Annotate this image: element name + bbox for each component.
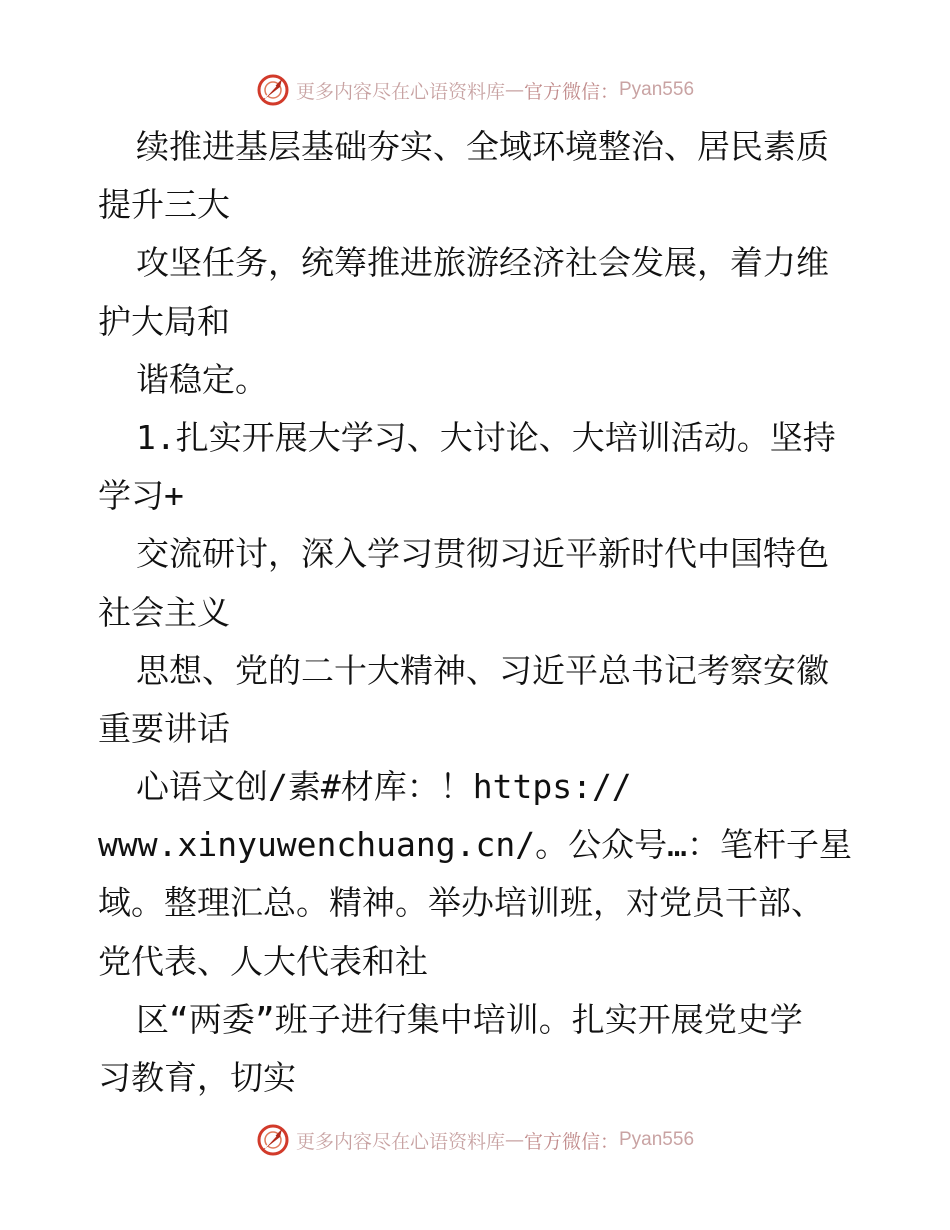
document-line: 学习+ xyxy=(98,476,184,516)
banner-wechat-label: 官方微信： xyxy=(523,1130,619,1153)
document-line: 域。整理汇总。精神。举办培训班，对党员干部、 xyxy=(98,883,824,923)
document-line: 1.扎实开展大学习、大讨论、大培训活动。坚持 xyxy=(136,417,836,457)
banner-wechat-id: Pyan556 xyxy=(619,79,695,100)
document-line: 交流研讨，深入学习贯彻习近平新时代中国特色 xyxy=(136,534,829,574)
document-line: 护大局和 xyxy=(98,301,230,341)
footer-banner xyxy=(0,1120,950,1160)
banner-dash: — xyxy=(504,79,524,101)
quill-pen-logo-icon xyxy=(256,73,290,107)
document-line: 攻坚任务，统筹推进旅游经济社会发展，着力维 xyxy=(136,243,829,283)
banner-wechat-id: Pyan556 xyxy=(619,1129,695,1150)
document-line: 重要讲话 xyxy=(98,708,230,748)
document-line: 习教育，切实 xyxy=(98,1058,296,1097)
document-line: 社会主义 xyxy=(98,592,230,632)
document-line: 心语文创/素#材库：！https:// xyxy=(136,767,632,807)
header-banner xyxy=(0,70,950,110)
document-body xyxy=(98,118,858,1107)
document-line: 区“两委”班子进行集中培训。扎实开展党史学 xyxy=(136,999,803,1039)
document-line: www.xinyuwenchuang.cn/。公众号…：笔杆子星 xyxy=(98,825,852,865)
banner-dash: — xyxy=(504,1129,524,1151)
banner-wechat-label: 官方微信： xyxy=(523,80,619,103)
banner-brand-text: 更多内容尽在心语资料库 xyxy=(295,80,505,103)
banner-brand-text: 更多内容尽在心语资料库 xyxy=(295,1130,505,1153)
document-line: 谐稳定。 xyxy=(136,359,268,399)
document-line: 思想、党的二十大精神、习近平总书记考察安徽 xyxy=(136,650,829,690)
document-line: 提升三大 xyxy=(98,185,230,225)
document-line: 党代表、人大代表和社 xyxy=(98,941,428,981)
document-line: 续推进基层基础夯实、全域环境整治、居民素质 xyxy=(136,127,829,166)
quill-pen-logo-icon xyxy=(256,1123,290,1157)
